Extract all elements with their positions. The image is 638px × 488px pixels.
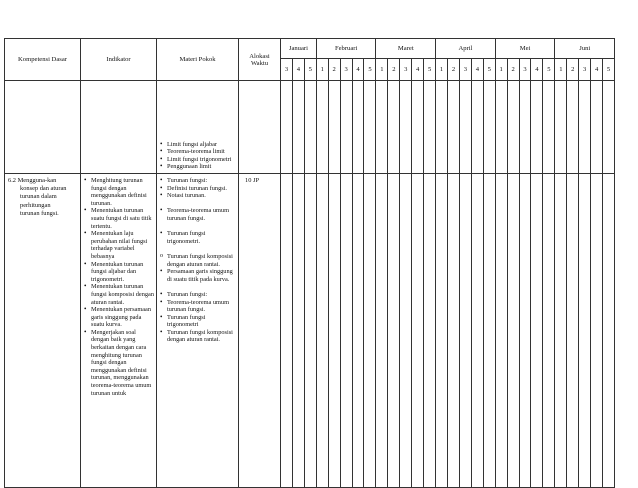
schedule-cell	[281, 174, 293, 488]
header-alokasi-line1: Alokasi	[249, 52, 270, 60]
schedule-cell	[603, 174, 615, 488]
header-week: 3	[459, 59, 471, 81]
header-week: 1	[495, 59, 507, 81]
schedule-cell	[519, 81, 531, 174]
list-item: • Teorema-teorema umum turunan fungsi.	[158, 299, 237, 314]
schedule-cell	[281, 81, 293, 174]
schedule-cell	[495, 81, 507, 174]
schedule-cell	[507, 174, 519, 488]
schedule-cell	[591, 174, 603, 488]
schedule-cell	[459, 81, 471, 174]
list-item: • Teorema-teorema umum turunan fungsi.	[158, 207, 237, 222]
schedule-cell	[316, 81, 328, 174]
header-month: Mei	[495, 39, 555, 59]
kd-line: turunan dalam	[20, 193, 57, 201]
schedule-cell	[340, 174, 352, 488]
header-week: 4	[591, 59, 603, 81]
header-week: 5	[543, 59, 555, 81]
schedule-cell	[316, 174, 328, 488]
schedule-cell	[471, 81, 483, 174]
list-item: • Notasi turunan.	[158, 192, 237, 200]
schedule-cell	[388, 174, 400, 488]
list-item: o Turunan fungsi komposisi dengan aturan rantai.	[158, 253, 237, 268]
list-item: • Menentukan persamaan garis singgung pada suatu kurva.	[82, 306, 155, 329]
header-week: 3	[519, 59, 531, 81]
header-indikator: Indikator	[81, 39, 157, 81]
schedule-cell	[292, 81, 304, 174]
schedule-cell	[531, 81, 543, 174]
schedule-cell	[448, 174, 460, 488]
kompetensi-cell	[5, 174, 81, 488]
list-item: • Turunan fungsi trigonometri.	[158, 230, 237, 245]
schedule-cell	[591, 81, 603, 174]
schedule-cell	[412, 174, 424, 488]
schedule-cell	[567, 174, 579, 488]
header-week: 5	[424, 59, 436, 81]
kd-line: Mengguna-kan	[17, 177, 57, 184]
header-alokasi	[239, 39, 281, 81]
schedule-cell	[364, 81, 376, 174]
kd-number: 6.2	[8, 177, 16, 184]
kd-line: konsep dan aturan	[20, 185, 67, 193]
schedule-cell	[543, 174, 555, 488]
schedule-cell	[412, 81, 424, 174]
kd-line: turunan fungsi.	[20, 209, 59, 217]
list-item: • Turunan fungsi komposisi dengan aturan rantai.	[158, 329, 237, 344]
header-week: 2	[507, 59, 519, 81]
header-week: 2	[388, 59, 400, 81]
schedule-cell	[603, 81, 615, 174]
header-month: Maret	[376, 39, 436, 59]
list-item: • Turunan fungsi:	[158, 177, 237, 185]
table-row-6-2	[5, 174, 615, 488]
prev-materi-cell	[157, 81, 239, 174]
header-week: 1	[436, 59, 448, 81]
header-week: 1	[376, 59, 388, 81]
header-week: 4	[352, 59, 364, 81]
schedule-cell	[459, 174, 471, 488]
header-week: 3	[281, 59, 293, 81]
schedule-table	[4, 38, 615, 488]
schedule-cell	[579, 174, 591, 488]
list-item: • Penggunaan limit	[158, 163, 237, 171]
header-month: Juni	[555, 39, 615, 59]
header-week: 3	[400, 59, 412, 81]
header-week: 2	[448, 59, 460, 81]
header-week: 4	[412, 59, 424, 81]
header-week: 4	[471, 59, 483, 81]
schedule-cell	[352, 81, 364, 174]
schedule-cell	[376, 81, 388, 174]
schedule-cell	[364, 174, 376, 488]
list-item: • Menentukan turunan fungsi komposisi dengan aturan rantai.	[82, 283, 155, 306]
header-week: 5	[603, 59, 615, 81]
prev-materi-list	[157, 138, 238, 173]
schedule-cell	[531, 174, 543, 488]
list-item: • Menentukan turunan suatu fungsi di satu titik tertentu.	[82, 207, 155, 230]
header-week: 3	[340, 59, 352, 81]
list-item: • Menghitung turunan fungsi dengan menggunakan definisi turunan.	[82, 177, 155, 207]
header-materi: Materi Pokok	[157, 39, 239, 81]
list-item: • Definisi turunan fungsi.	[158, 185, 237, 193]
header-week: 2	[567, 59, 579, 81]
schedule-cell	[507, 81, 519, 174]
schedule-cell	[483, 174, 495, 488]
kd-line: perhitungan	[20, 201, 51, 209]
schedule-cell	[519, 174, 531, 488]
header-month: April	[436, 39, 496, 59]
header-week: 5	[483, 59, 495, 81]
materi-cell	[157, 174, 239, 488]
header-week: 5	[364, 59, 376, 81]
schedule-cell	[483, 81, 495, 174]
list-item: • Limit fungsi trigonometri	[158, 156, 237, 164]
schedule-cell	[543, 81, 555, 174]
list-item: • Limit fungsi aljabar	[158, 141, 237, 149]
header-week: 3	[579, 59, 591, 81]
materi-list	[157, 174, 238, 344]
header-month: Februari	[316, 39, 376, 59]
schedule-cell	[292, 174, 304, 488]
schedule-cell	[376, 174, 388, 488]
schedule-cell	[436, 81, 448, 174]
schedule-cell	[304, 81, 316, 174]
prev-kompetensi-cell	[5, 81, 81, 174]
schedule-cell	[388, 81, 400, 174]
list-item: • Persamaan garis singgung di suatu titik pada kurva.	[158, 268, 237, 283]
prev-alokasi-cell	[239, 81, 281, 174]
list-item: • Menentukan laju perubahan nilai fungsi terhadap variabel bebasnya	[82, 230, 155, 260]
list-item: • Menentukan turunan fungsi aljabar dan trigonometri.	[82, 261, 155, 284]
list-item: • Turunan fungsi trigonometri	[158, 314, 237, 329]
header-alokasi-line2: Waktu	[250, 59, 269, 67]
schedule-cell	[424, 81, 436, 174]
prev-indikator-cell	[81, 81, 157, 174]
header-row-months	[5, 39, 615, 59]
alokasi-cell: 10 JP	[239, 174, 281, 488]
header-week: 2	[328, 59, 340, 81]
schedule-cell	[555, 81, 567, 174]
schedule-cell	[424, 174, 436, 488]
schedule-cell	[436, 174, 448, 488]
list-item: • Mengerjakan soal dengan baik yang berkaitan dengan cara menghitung turunan fungsi dengan menggunakan definisi turunan, menggunakan teorema-teorema umum turunan untuk	[82, 329, 155, 397]
list-item: • Turunan fungsi:	[158, 291, 237, 299]
schedule-cell	[400, 81, 412, 174]
indikator-list	[81, 174, 156, 397]
schedule-cell	[304, 174, 316, 488]
schedule-cell	[579, 81, 591, 174]
schedule-cell	[555, 174, 567, 488]
indikator-cell	[81, 174, 157, 488]
header-kompetensi: Kompetensi Dasar	[5, 39, 81, 81]
table-row-prev	[5, 81, 615, 174]
schedule-cell	[567, 81, 579, 174]
list-item: • Teorema-teorema limit	[158, 148, 237, 156]
schedule-cell	[352, 174, 364, 488]
schedule-cell	[340, 81, 352, 174]
schedule-cell	[495, 174, 507, 488]
schedule-cell	[328, 174, 340, 488]
header-week: 1	[555, 59, 567, 81]
schedule-cell	[400, 174, 412, 488]
header-week: 4	[531, 59, 543, 81]
header-week: 4	[292, 59, 304, 81]
schedule-cell	[471, 174, 483, 488]
header-week: 1	[316, 59, 328, 81]
schedule-cell	[328, 81, 340, 174]
header-week: 5	[304, 59, 316, 81]
schedule-cell	[448, 81, 460, 174]
header-month: Januari	[281, 39, 317, 59]
